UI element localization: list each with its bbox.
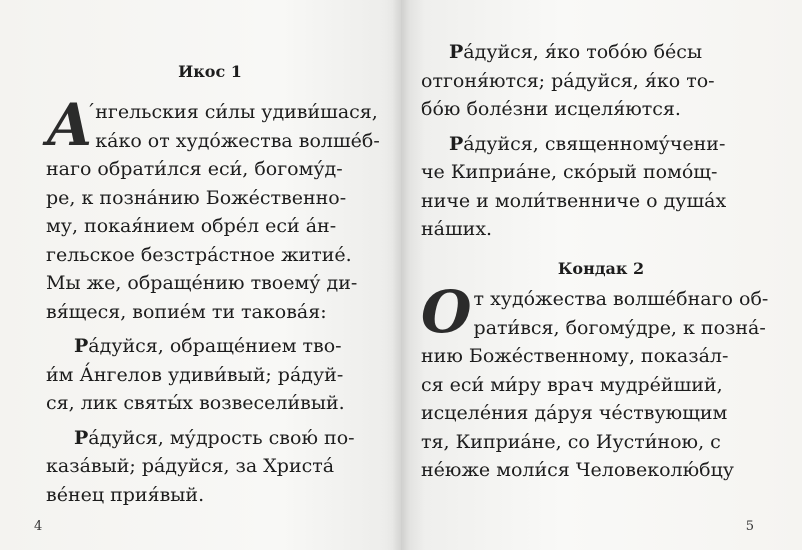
book-gutter bbox=[392, 0, 410, 550]
ikos-para3-line-1: Ра́дуйся, му́дрость свою́ по- bbox=[74, 426, 355, 449]
right-para2-line-4: на́ших. bbox=[421, 218, 493, 240]
ikos-dropcap: А bbox=[46, 91, 94, 159]
kontakion-line-2: рати́вся, богому́дре, к позна́- bbox=[473, 316, 766, 339]
kontakion-line-7: не́юже моли́ся Человеколю́бцу bbox=[421, 459, 734, 481]
ikos-line-1: А ́нгельския си́лы удиви́шася, bbox=[46, 91, 378, 159]
ikos-line-5: му, покая́нием обре́л еси́ а́н- bbox=[46, 215, 337, 237]
kontakion-line-5: исцеле́ния да́руя че́ствующим bbox=[421, 402, 728, 424]
ikos-para3-line-2: каза́вый; ра́дуйся, за Христа́ bbox=[46, 455, 335, 477]
ikos-text bbox=[46, 91, 380, 509]
ikos-line-2: ка́ко от худо́жества волше́б- bbox=[95, 129, 380, 152]
ikos-para2-line-3: ся, лик святы́х возвесели́вый. bbox=[46, 392, 345, 414]
right-top-text bbox=[421, 38, 726, 244]
kontakion-heading: Кондак 2 bbox=[557, 259, 645, 278]
ikos-line-3: наго обрати́лся еси́, богому́д- bbox=[46, 158, 343, 180]
right-para1-line-3: бо́ю боле́зни исцеля́ются. bbox=[421, 98, 681, 120]
ikos-line-8: вя́щеся, вопие́м ти такова́я: bbox=[46, 300, 327, 323]
ikos-line-7: Мы же, обраще́нию твоему́ ди- bbox=[46, 272, 358, 294]
kontakion-line-4: ся еси́ ми́ру врач мудре́йший, bbox=[421, 373, 723, 396]
page-number-left: 4 bbox=[34, 519, 43, 534]
right-para2-line-1: Ра́дуйся, священному́чени- bbox=[449, 132, 726, 155]
ikos-heading: Икос 1 bbox=[178, 62, 242, 81]
right-page bbox=[401, 0, 802, 550]
right-para1-line-1: Ра́дуйся, я́ко тобо́ю бе́сы bbox=[449, 41, 703, 63]
kontakion-text bbox=[421, 278, 769, 485]
right-para2-line-2: че Киприа́не, ско́рый помо́щ- bbox=[421, 161, 718, 183]
ikos-para2-line-1: Ра́дуйся, обраще́нием тво- bbox=[74, 335, 342, 357]
kontakion-dropcap: О bbox=[421, 278, 472, 346]
kontakion-line-6: тя, Киприа́не, со Иусти́ною, с bbox=[421, 430, 721, 453]
kontakion-line-3: нию Боже́ственному, показа́л- bbox=[421, 345, 729, 367]
ikos-line-4: ре, к позна́нию Боже́ственно- bbox=[46, 186, 347, 209]
ikos-line-6: гельское безстра́стное житие́. bbox=[46, 243, 352, 266]
right-para1-line-2: отгоня́ются; ра́дуйся, я́ко то- bbox=[421, 69, 715, 92]
kontakion-line-1: От худо́жества волше́бнаго об- bbox=[421, 278, 769, 346]
page-number-right: 5 bbox=[745, 519, 754, 534]
ikos-para3-line-3: ве́нец прия́вый. bbox=[46, 483, 205, 506]
ikos-para2-line-2: и́м А́нгелов удиви́вый; ра́дуй- bbox=[46, 363, 344, 386]
right-para2-line-3: ниче и моли́твенниче о душа́х bbox=[421, 189, 727, 212]
